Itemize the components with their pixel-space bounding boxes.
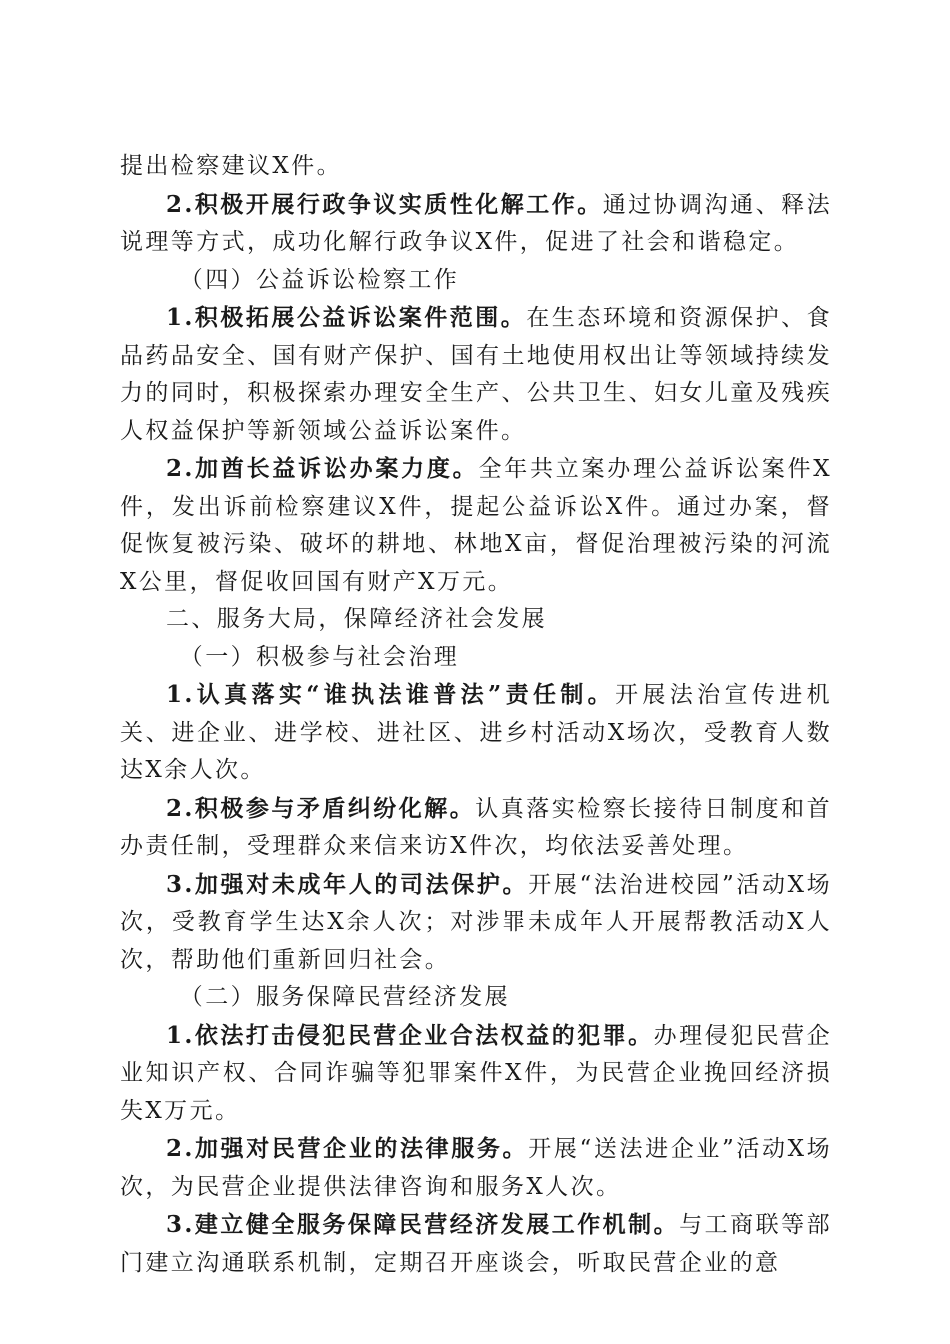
paragraph-item (120, 450, 832, 601)
paragraph-lead: 2.积极开展行政争议实质性化解工作。 (166, 190, 603, 218)
section-heading: （一）积极参与社会治理 (179, 643, 460, 670)
section-heading: （二）服务保障民营经济发展 (179, 984, 510, 1010)
paragraph-item (120, 1130, 832, 1206)
paragraph-text: 开展“送法进企业”活动X场次，为民营企业提供法律咨询和服务X人次。 (120, 1136, 832, 1200)
chapter-heading: 二、服务大局，保障经济社会发展 (166, 606, 547, 632)
paragraph-continuation: 提出检察建议X件。 (120, 153, 342, 179)
paragraph-text: 认真落实检察长接待日制度和首办责任制，受理群众来信来访X件次，均依法妥善处理。 (120, 795, 832, 859)
paragraph-lead: 3.加强对未成年人的司法保护。 (166, 870, 529, 898)
paragraph-text: 开展法治宣传进机关、进企业、进学校、进社区、进乡村活动X场次，受教育人数达X余人次。 (120, 682, 833, 783)
paragraph-item (120, 676, 832, 790)
section-heading: （四）公益诉讼检察工作 (179, 266, 460, 293)
paragraph-text: 通过协调沟通、释法说理等方式，成功化解行政争议X件，促进了社会和谐稳定。 (120, 191, 832, 255)
paragraph-lead: 2.加强对民营企业的法律服务。 (166, 1135, 529, 1162)
paragraph-lead: 1.认真落实“谁执法谁普法”责任制。 (166, 681, 616, 708)
paragraph-text: 开展“法治进校园”活动X场次，受教育学生达X余人次；对涉罪未成年人开展帮教活动X人次，帮助他们重新回归社会。 (120, 871, 832, 973)
paragraph-item (120, 790, 832, 866)
paragraph-item (120, 1206, 832, 1282)
paragraph-item (120, 1017, 832, 1131)
document-body (120, 148, 832, 1282)
paragraph-lead: 1.积极拓展公益诉讼案件范围。 (166, 304, 527, 331)
paragraph-lead: 2.积极参与矛盾纠纷化解。 (166, 794, 476, 822)
paragraph-lead: 1.依法打击侵犯民营企业合法权益的犯罪。 (166, 1021, 654, 1049)
paragraph-item (120, 866, 832, 980)
paragraph-text: 办理侵犯民营企业知识产权、合同诈骗等犯罪案件X件，为民营企业挽回经济损失X万元。 (120, 1022, 832, 1124)
paragraph-text: 与工商联等部门建立沟通联系机制，定期召开座谈会，听取民营企业的意 (120, 1212, 832, 1276)
paragraph-text: 在生态环境和资源保护、食品药品安全、国有财产保护、国有土地使用权出让等领域持续发力的同时，积极探索办理安全生产、公共卫生、妇女儿童及残疾人权益保护等新领域公益诉讼案件。 (120, 305, 832, 444)
paragraph-item (120, 299, 832, 450)
paragraph-lead: 3.建立健全服务保障民营经济发展工作机制。 (166, 1211, 680, 1238)
paragraph-text: 全年共立案办理公益诉讼案件X件，发出诉前检察建议X件，提起公益诉讼X件。通过办案，督促恢复被污染、破坏的耕地、林地X亩，督促治理被污染的河流X公里，督促收回国有财产X万元。 (120, 456, 832, 595)
paragraph-item (120, 186, 832, 262)
paragraph-lead: 2.加酋长益诉讼办案力度。 (166, 455, 479, 482)
